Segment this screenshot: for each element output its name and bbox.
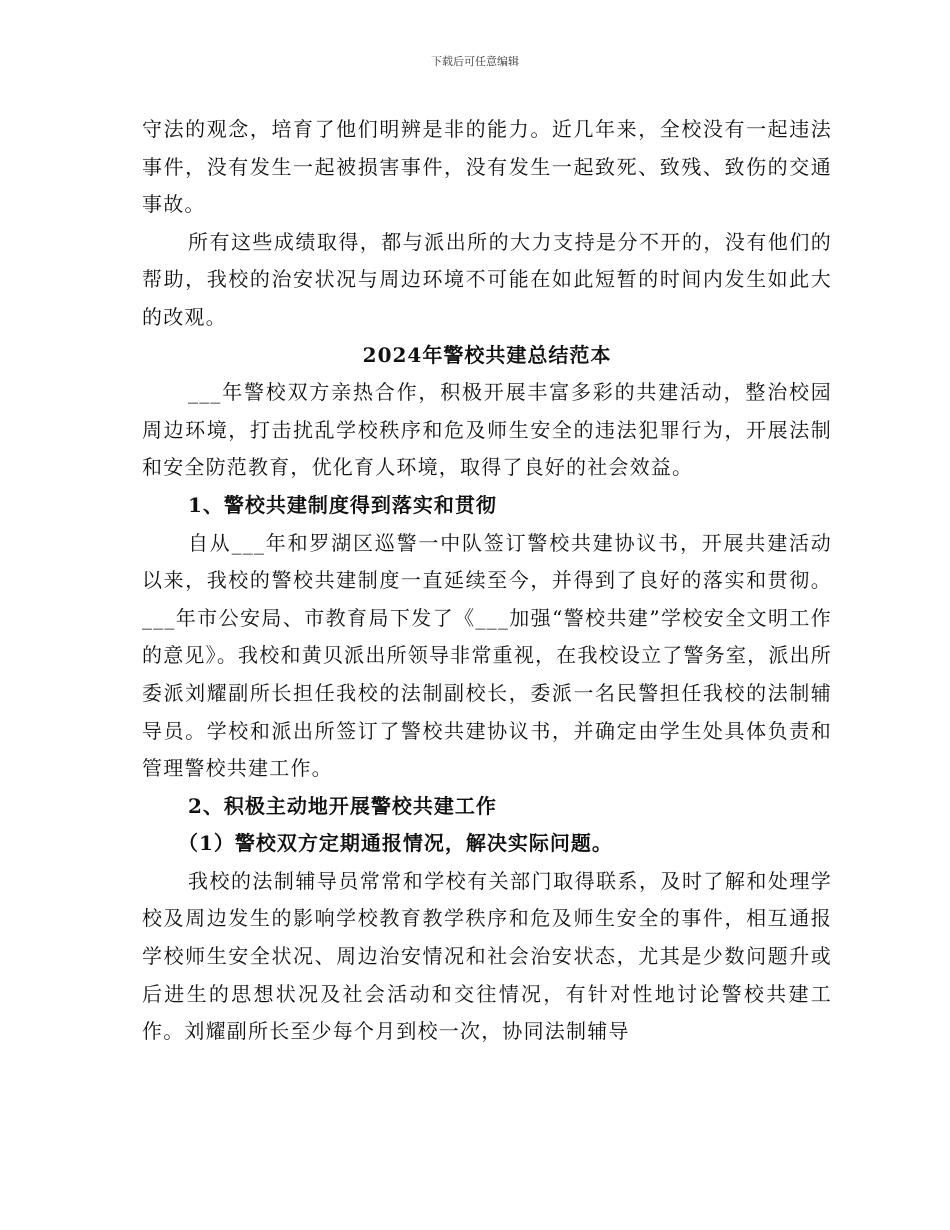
paragraph: 所有这些成绩取得，都与派出所的大力支持是分不开的，没有他们的帮助，我校的治安状况与周边环境不可能在如此短暂的时间内发生如此大的改观。: [142, 229, 832, 329]
document-title: 2024年警校共建总结范本: [362, 342, 612, 367]
document-body: [142, 111, 832, 1051]
page-header-note: 下载后可任意编辑: [431, 55, 519, 68]
section-heading: 1、警校共建制度得到落实和贯彻: [188, 492, 497, 517]
paragraph: 我校的法制辅导员常常和学校有关部门取得联系，及时了解和处理学校及周边发生的影响学校教育教学秩序和危及师生安全的事件，相互通报学校师生安全状况、周边治安情况和社会治安状态，尤其是少数问题升或后进生的思想状况及社会活动和交往情况，有针对性地讨论警校共建工作。刘耀副所长至少每个月到校一次，协同法制辅导: [142, 868, 832, 1044]
paragraph: 守法的观念，培育了他们明辨是非的能力。近几年来，全校没有一起违法事件，没有发生一起被损害事件，没有发生一起致死、致残、致伤的交通事故。: [142, 117, 832, 217]
subsection-heading: （1）警校双方定期通报情况，解决实际问题。: [178, 831, 613, 856]
paragraph: ___年警校双方亲热合作，积极开展丰富多彩的共建活动，整治校园周边环境，打击扰乱学校秩序和危及师生安全的违法犯罪行为，开展法制和安全防范教育，优化育人环境，取得了良好的社会效益。: [142, 380, 832, 480]
paragraph: 自从___年和罗湖区巡警一中队签订警校共建协议书，开展共建活动以来，我校的警校共建制度一直延续至今，并得到了良好的落实和贯彻。___年市公安局、市教育局下发了《___加强“警校共建”学校安全文明工作的意见》。我校和黄贝派出所领导非常重视，在我校设立了警务室，派出所委派刘耀副所长担任我校的法制副校长，委派一名民警担任我校的法制辅导员。学校和派出所签订了警校共建协议书，并确定由学生处具体负责和管理警校共建工作。: [142, 530, 832, 781]
section-heading: 2、积极主动地开展警校共建工作: [188, 793, 497, 818]
